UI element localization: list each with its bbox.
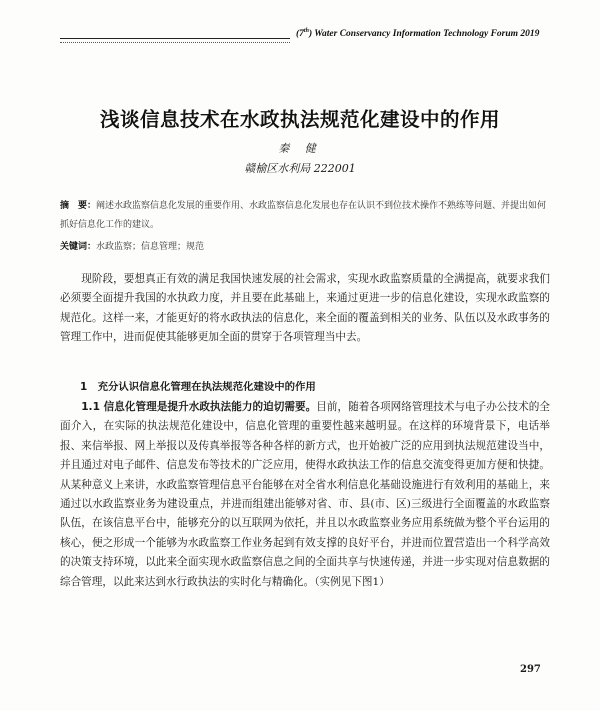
header-rule-dotted	[60, 42, 290, 43]
header-rule	[60, 38, 290, 39]
section-heading: 1 充分认识信息化管理在执法规范化建设中的作用	[80, 381, 316, 393]
keywords-text: 水政监察；信息管理；规范	[96, 242, 205, 252]
paper-title: 浅谈信息技术在水政执法规范化建设中的作用	[99, 108, 500, 131]
abstract-text: 阐述水政监察信息化发展的重要作用、水政监察信息化发展也存在认识不到位技术操作不熟练等问题、并提出如何抓好信息化工作的建议。	[60, 201, 547, 230]
affiliation: 赣榆区水利局 222001	[244, 162, 356, 175]
keywords	[60, 238, 548, 257]
section-body	[60, 398, 550, 592]
author: 秦 健	[278, 142, 322, 155]
paragraph-text: 目前，随着各项网络管理技术与电子办公技术的全面介入，在实际的执法规范化建设中，信息化管理的重要性越来越明显。在这样的环境背景下，电话举报、来信举报、网上举报以及传真举报等各种各样的新方式，也开始被广泛的应用到执法规范建设当中，并且通过对电子邮件、信息发布等技术的广泛应用，使得水政执法工作的信息交流变得更加方便和快捷。从某种意义上来讲，水政监察管理信息平台能够在对全省水利信息化基础设施进行有效利用的基础上，来通过以水政监察业务为建设重点，并进而组建出能够对省、市、县(市、区)三级进行全面覆盖的水政监察队伍，在该信息平台中，能够充分的以互联网为依托，并且以水政监察业务应用系统做为整个平台运用的核心，便之形成一个能够为水政监察工作业务起到有效支撑的良好平台，并进而位置营造出一个科学高效的决策支持环境，以此来全面实现水政监察信息之间的全面共享与快速传递，并进一步实现对信息数据的综合管理，以此来达到水行政执法的实时化与精确化。（实例见下图1）	[60, 401, 551, 588]
intro-paragraph: 现阶段，要想真正有效的满足我国快速发展的社会需求，实现水政监察质量的全满提高，就要求我们必须要全面提升我国的水执政力度，并且要在此基础上，来通过更进一步的信息化建设，实现水政监察的规范化。这样一来，才能更好的将水政执法的信息化，来全面的覆盖到相关的业务、队伍以及水政事务的管理工作中，进而促使其能够更加全面的贯穿于各项管理当中去。	[60, 273, 550, 344]
intro-paragraph-block	[60, 270, 550, 348]
paragraph-1-1	[60, 398, 550, 592]
paragraph-lead: 1.1 信息化管理是提升水政执法能力的迫切需要。	[81, 401, 317, 413]
abstract	[60, 197, 548, 235]
abstract-label: 摘 要：	[60, 201, 97, 211]
keywords-label: 关键词：	[60, 242, 97, 252]
page-number: 297	[520, 664, 541, 675]
running-header: (7th) Water Conservancy Information Technology Forum 2019	[296, 28, 540, 40]
